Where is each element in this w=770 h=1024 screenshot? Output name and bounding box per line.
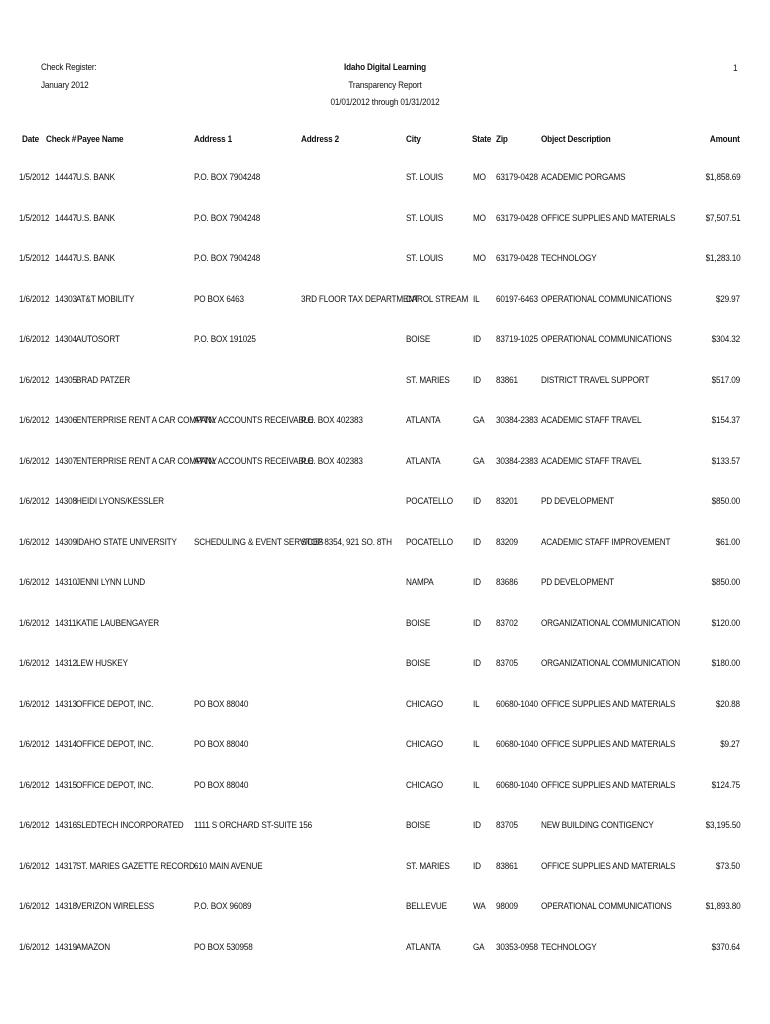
cell-check-number: 14304 [55,334,77,345]
cell-date: 1/6/2012 [19,780,50,791]
cell-payee-name: OFFICE DEPOT, INC. [76,699,154,710]
table-row [0,253,770,267]
cell-state: ID [473,537,481,548]
cell-state: MO [473,172,486,183]
cell-payee-name: OFFICE DEPOT, INC. [76,780,154,791]
cell-date: 1/6/2012 [19,537,50,548]
cell-payee-name: U.S. BANK [76,172,115,183]
cell-city: POCATELLO [406,496,453,507]
cell-date: 1/6/2012 [19,658,50,669]
cell-check-number: 14316 [55,820,77,831]
column-header-check: Check # [46,134,77,145]
table-row [0,375,770,389]
cell-date: 1/5/2012 [19,253,50,264]
cell-state: IL [473,294,480,305]
table-row [0,699,770,713]
column-header-amount: Amount [710,134,740,145]
table-row [0,456,770,470]
cell-city: ST. LOUIS [406,172,444,183]
table-row [0,861,770,875]
cell-zip: 83705 [496,658,518,669]
cell-zip: 83861 [496,375,518,386]
table-row [0,820,770,834]
cell-date: 1/6/2012 [19,618,50,629]
cell-object-description: ORGANIZATIONAL COMMUNICATION [541,618,680,629]
cell-state: GA [473,456,485,467]
cell-object-description: PD DEVELOPMENT [541,496,614,507]
cell-amount: $1,858.69 [705,172,740,183]
cell-state: GA [473,942,485,953]
cell-city: ST. MARIES [406,375,450,386]
table-row [0,496,770,510]
cell-object-description: ACADEMIC STAFF IMPROVEMENT [541,537,671,548]
table-row [0,780,770,794]
cell-payee-name: JENNI LYNN LUND [76,577,146,588]
cell-payee-name: U.S. BANK [76,213,115,224]
report-period: January 2012 [41,80,89,91]
cell-check-number: 14314 [55,739,77,750]
cell-check-number: 14447 [55,172,77,183]
table-row [0,334,770,348]
cell-amount: $1,283.10 [705,253,740,264]
cell-payee-name: AUTOSORT [76,334,120,345]
cell-object-description: TECHNOLOGY [541,942,597,953]
cell-city: ST. MARIES [406,861,450,872]
cell-check-number: 14308 [55,496,77,507]
cell-object-description: OFFICE SUPPLIES AND MATERIALS [541,213,676,224]
cell-zip: 63179-0428 [496,172,538,183]
cell-check-number: 14312 [55,658,77,669]
cell-city: CHICAGO [406,739,443,750]
cell-object-description: OFFICE SUPPLIES AND MATERIALS [541,699,676,710]
cell-date: 1/5/2012 [19,213,50,224]
cell-state: ID [473,658,481,669]
cell-address1: SCHEDULING & EVENT SERVICES [194,537,324,548]
cell-address1: ATTN: ACCOUNTS RECEIVABLE [194,456,314,467]
cell-amount: $3,195.50 [705,820,740,831]
cell-object-description: ORGANIZATIONAL COMMUNICATION [541,658,680,669]
column-header-state: State [472,134,492,145]
cell-object-description: ACADEMIC PORGAMS [541,172,626,183]
cell-payee-name: BRAD PATZER [76,375,131,386]
cell-payee-name: AMAZON [76,942,110,953]
cell-address1: P.O. BOX 7904248 [194,253,261,264]
cell-address2: 3RD FLOOR TAX DEPARTMENT [301,294,419,305]
cell-zip: 30353-0958 [496,942,538,953]
table-row [0,415,770,429]
column-header-row [0,134,770,148]
report-date-range: 01/01/2012 through 01/31/2012 [330,97,440,108]
column-header-zip: Zip [496,134,508,145]
cell-state: ID [473,618,481,629]
cell-city: ATLANTA [406,942,441,953]
cell-state: IL [473,780,480,791]
cell-date: 1/6/2012 [19,375,50,386]
cell-amount: $180.00 [711,658,740,669]
cell-state: ID [473,820,481,831]
page-number: 1 [733,63,738,74]
cell-check-number: 14447 [55,253,77,264]
organization-name: Idaho Digital Learning [343,62,427,73]
cell-zip: 60680-1040 [496,780,538,791]
cell-object-description: PD DEVELOPMENT [541,577,614,588]
cell-address2: STOP 8354, 921 SO. 8TH [301,537,392,548]
cell-zip: 60197-6463 [496,294,538,305]
cell-object-description: OPERATIONAL COMMUNICATIONS [541,901,672,912]
cell-amount: $1,893.80 [705,901,740,912]
cell-amount: $154.37 [711,415,740,426]
cell-state: GA [473,415,485,426]
cell-date: 1/5/2012 [19,172,50,183]
cell-zip: 83861 [496,861,518,872]
column-header-city: City [406,134,421,145]
cell-date: 1/6/2012 [19,861,50,872]
table-row [0,618,770,632]
cell-zip: 30384-2383 [496,456,538,467]
cell-zip: 83702 [496,618,518,629]
cell-check-number: 14315 [55,780,77,791]
cell-amount: $517.09 [711,375,740,386]
cell-city: ATLANTA [406,415,441,426]
cell-check-number: 14303 [55,294,77,305]
cell-address1: 610 MAIN AVENUE [194,861,263,872]
cell-city: BOISE [406,820,431,831]
cell-object-description: TECHNOLOGY [541,253,597,264]
cell-state: ID [473,375,481,386]
cell-amount: $133.57 [711,456,740,467]
cell-city: BOISE [406,618,431,629]
cell-payee-name: VERIZON WIRELESS [76,901,155,912]
cell-address1: P.O. BOX 96089 [194,901,252,912]
cell-amount: $73.50 [716,861,740,872]
cell-city: NAMPA [406,577,434,588]
cell-date: 1/6/2012 [19,739,50,750]
cell-zip: 83209 [496,537,518,548]
cell-address1: PO BOX 88040 [194,780,249,791]
report-title: Transparency Report [348,80,422,91]
cell-object-description: OFFICE SUPPLIES AND MATERIALS [541,780,676,791]
cell-amount: $124.75 [711,780,740,791]
cell-check-number: 14307 [55,456,77,467]
cell-check-number: 14447 [55,213,77,224]
table-row [0,577,770,591]
cell-zip: 63179-0428 [496,253,538,264]
cell-date: 1/6/2012 [19,820,50,831]
cell-check-number: 14311 [55,618,77,629]
table-row [0,537,770,551]
cell-state: ID [473,577,481,588]
cell-payee-name: IDAHO STATE UNIVERSITY [76,537,177,548]
cell-amount: $7,507.51 [705,213,740,224]
cell-address1: P.O. BOX 191025 [194,334,256,345]
cell-zip: 63179-0428 [496,213,538,224]
cell-object-description: OFFICE SUPPLIES AND MATERIALS [541,739,676,750]
cell-object-description: ACADEMIC STAFF TRAVEL [541,415,642,426]
column-header-object: Object Description [541,134,611,145]
cell-city: BELLEVUE [406,901,447,912]
cell-amount: $61.00 [716,537,740,548]
cell-city: CHICAGO [406,780,443,791]
cell-amount: $850.00 [711,496,740,507]
cell-check-number: 14309 [55,537,77,548]
cell-zip: 30384-2383 [496,415,538,426]
cell-check-number: 14310 [55,577,77,588]
table-row [0,739,770,753]
cell-amount: $29.97 [716,294,740,305]
cell-zip: 83705 [496,820,518,831]
cell-address2: P.O. BOX 402383 [301,415,363,426]
cell-zip: 83719-1025 [496,334,538,345]
cell-check-number: 14318 [55,901,77,912]
cell-payee-name: SLEDTECH INCORPORATED [76,820,184,831]
cell-city: ATLANTA [406,456,441,467]
cell-object-description: NEW BUILDING CONTIGENCY [541,820,654,831]
cell-payee-name: LEW HUSKEY [76,658,128,669]
cell-payee-name: KATIE LAUBENGAYER [76,618,160,629]
table-row [0,942,770,956]
column-header-address1: Address 1 [194,134,232,145]
cell-check-number: 14319 [55,942,77,953]
cell-payee-name: OFFICE DEPOT, INC. [76,739,154,750]
cell-date: 1/6/2012 [19,942,50,953]
cell-date: 1/6/2012 [19,415,50,426]
cell-city: ST. LOUIS [406,213,444,224]
cell-payee-name: ENTERPRISE RENT A CAR COMPANY [76,456,217,467]
cell-date: 1/6/2012 [19,294,50,305]
cell-payee-name: U.S. BANK [76,253,115,264]
table-row [0,658,770,672]
cell-date: 1/6/2012 [19,456,50,467]
cell-state: IL [473,739,480,750]
cell-amount: $9.27 [720,739,740,750]
cell-zip: 60680-1040 [496,739,538,750]
cell-city: CAROL STREAM [406,294,469,305]
cell-amount: $120.00 [711,618,740,629]
cell-check-number: 14317 [55,861,77,872]
cell-object-description: DISTRICT TRAVEL SUPPORT [541,375,650,386]
cell-address1: ATTN: ACCOUNTS RECEIVABLE [194,415,314,426]
cell-address2: P.O. BOX 402383 [301,456,363,467]
cell-object-description: OPERATIONAL COMMUNICATIONS [541,294,672,305]
table-row [0,213,770,227]
cell-state: IL [473,699,480,710]
cell-state: MO [473,213,486,224]
cell-zip: 83201 [496,496,518,507]
cell-city: CHICAGO [406,699,443,710]
cell-zip: 83686 [496,577,518,588]
cell-amount: $370.64 [711,942,740,953]
cell-zip: 60680-1040 [496,699,538,710]
table-row [0,172,770,186]
cell-address1: PO BOX 88040 [194,699,249,710]
cell-payee-name: ENTERPRISE RENT A CAR COMPANY [76,415,217,426]
cell-object-description: OFFICE SUPPLIES AND MATERIALS [541,861,676,872]
column-header-payee: Payee Name [77,134,124,145]
column-header-date: Date [22,134,40,145]
cell-state: MO [473,253,486,264]
cell-check-number: 14306 [55,415,77,426]
column-header-address2: Address 2 [301,134,339,145]
cell-object-description: ACADEMIC STAFF TRAVEL [541,456,642,467]
cell-address1: PO BOX 6463 [194,294,244,305]
cell-date: 1/6/2012 [19,699,50,710]
cell-address1: P.O. BOX 7904248 [194,172,261,183]
cell-address1: PO BOX 88040 [194,739,249,750]
cell-city: POCATELLO [406,537,453,548]
cell-amount: $850.00 [711,577,740,588]
cell-state: WA [473,901,486,912]
table-row [0,294,770,308]
cell-amount: $304.32 [711,334,740,345]
cell-amount: $20.88 [716,699,740,710]
cell-date: 1/6/2012 [19,334,50,345]
cell-check-number: 14313 [55,699,77,710]
cell-payee-name: AT&T MOBILITY [76,294,135,305]
cell-city: BOISE [406,658,431,669]
cell-zip: 98009 [496,901,518,912]
cell-state: ID [473,334,481,345]
cell-address1: PO BOX 530958 [194,942,253,953]
cell-payee-name: HEIDI LYONS/KESSLER [76,496,164,507]
cell-date: 1/6/2012 [19,901,50,912]
cell-payee-name: ST. MARIES GAZETTE RECORD [76,861,195,872]
cell-state: ID [473,496,481,507]
cell-date: 1/6/2012 [19,577,50,588]
cell-address1: 1111 S ORCHARD ST-SUITE 156 [194,820,312,831]
table-row [0,901,770,915]
cell-address1: P.O. BOX 7904248 [194,213,261,224]
cell-date: 1/6/2012 [19,496,50,507]
cell-state: ID [473,861,481,872]
cell-city: BOISE [406,334,431,345]
report-label: Check Register: [41,62,97,73]
cell-check-number: 14305 [55,375,77,386]
cell-city: ST. LOUIS [406,253,444,264]
cell-object-description: OPERATIONAL COMMUNICATIONS [541,334,672,345]
